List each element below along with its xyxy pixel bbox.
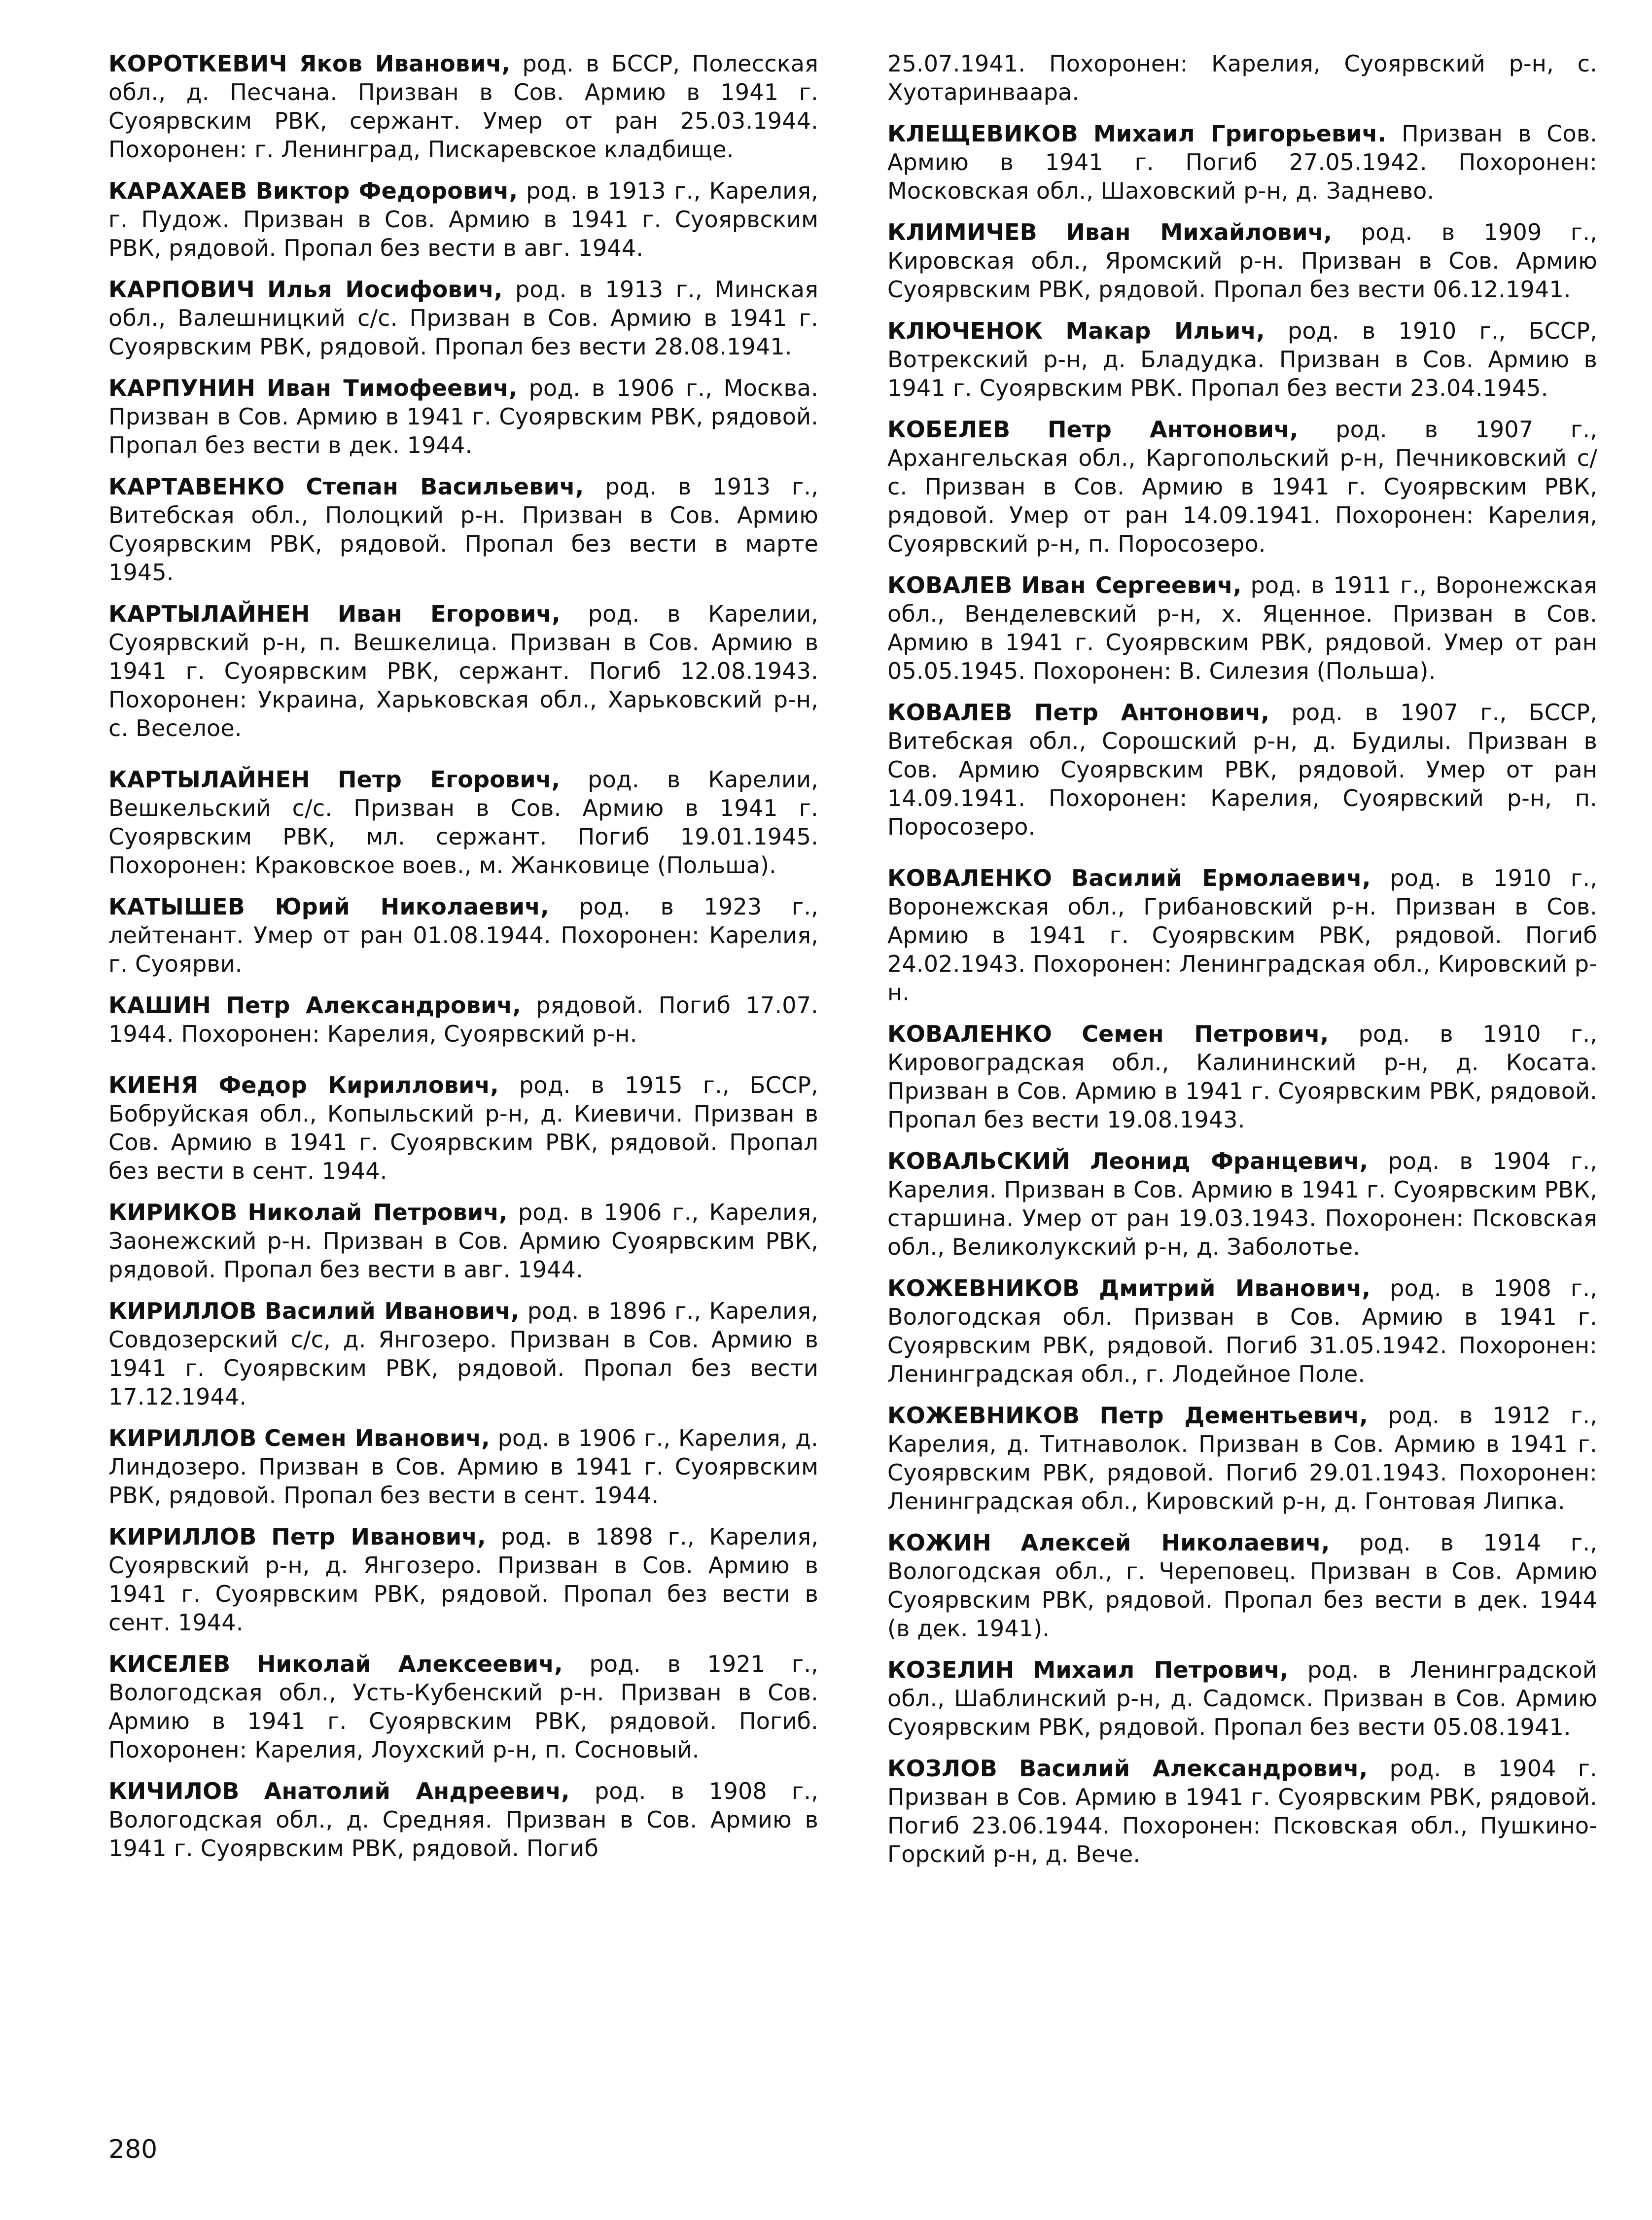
entry-surname: КИСЕЛЕВ [108, 1651, 231, 1677]
entry-text: род. в 1913 г., Карелия, г. Пудож. Призван в Сов. Армию в 1941 г. Суоярвским РВК, рядовой. Пропал без вести в авг. 1944. [108, 177, 818, 261]
entry-given-name: Анатолий Андреевич, [264, 1778, 570, 1804]
memorial-entry [887, 698, 1597, 841]
entry-text: род. в 1896 г., Карелия, Совдозерский с/с, д. Янгозеро. Призван в Сов. Армию в 1941 г. Суоярвским РВК, рядовой. Пропал без вести 17.12.1944. [108, 1298, 818, 1410]
entry-surname: КОВАЛЬСКИЙ [887, 1148, 1070, 1174]
entry-text: род. в 1904 г., Карелия. Призван в Сов. Армию в 1941 г. Суоярвским РВК, старшина. Умер от ран 19.03.1943. Похоронен: Псковская обл., Великолукский р-н, д. Заболотье. [887, 1148, 1597, 1260]
entry-surname: КИЧИЛОВ [108, 1778, 240, 1804]
memorial-entry [887, 218, 1597, 304]
memorial-entry [887, 415, 1597, 558]
entry-text: род. в 1913 г., Минская обл., Валешницкий с/с. Призван в Сов. Армию в 1941 г. Суоярвским РВК, рядовой. Пропал без вести 28.08.1941. [108, 276, 818, 360]
memorial-entry [887, 49, 1597, 106]
memorial-entry [108, 275, 818, 361]
entry-text: род. в 1914 г., Вологодская обл., г. Череповец. Призван в Сов. Армию Суоярвским РВК, рядовой. Пропал без вести в дек. 1944 (в дек. 1941). [887, 1529, 1597, 1642]
entry-given-name: Василий Александрович, [1019, 1755, 1368, 1782]
memorial-entry [887, 119, 1597, 205]
entry-surname: КАШИН [108, 992, 211, 1019]
entry-given-name: Юрий Николаевич, [275, 893, 549, 920]
entry-surname: КОВАЛЕВ [887, 699, 1013, 726]
entry-given-name: Петр Антонович, [1034, 699, 1270, 726]
memorial-entry [108, 765, 818, 880]
entry-given-name: Николай Петрович, [247, 1199, 508, 1226]
entry-surname: КИРИЛЛОВ [108, 1298, 257, 1324]
memorial-entry [887, 864, 1597, 1007]
entry-given-name: Петр Дементьевич, [1099, 1402, 1368, 1429]
entry-text: род. в 1906 г., Карелия, д. Линдозеро. Призван в Сов. Армию в 1941 г. Суоярвским РВК, рядовой. Пропал без вести в сент. 1944. [108, 1425, 818, 1509]
entry-given-name: Иван Егорович, [337, 600, 561, 627]
memorial-entry [108, 599, 818, 742]
entry-given-name: Петр Егорович, [337, 766, 561, 793]
memorial-entry [108, 892, 818, 978]
memorial-entry [108, 1198, 818, 1284]
entry-given-name: Федор Кириллович, [218, 1072, 499, 1098]
memorial-entry [887, 1274, 1597, 1388]
entry-given-name: Семен Иванович, [264, 1425, 490, 1451]
entry-text: 25.07.1941. Похоронен: Карелия, Суоярвский р-н, с. Хуотаринваара. [887, 50, 1597, 106]
entry-surname: КИРИКОВ [108, 1199, 238, 1226]
entry-text: рядовой. Погиб 17.07. 1944. Похоронен: Карелия, Суоярвский р-н. [108, 992, 818, 1047]
entry-given-name: Илья Иосифович, [267, 276, 503, 303]
memorial-entry [108, 49, 818, 164]
entry-given-name: Василий Иванович, [264, 1298, 520, 1324]
entry-text: род. в БССР, Полесская обл., д. Песчана. Призван в Сов. Армию в 1941 г. Суоярвским РВК, сержант. Умер от ран 25.03.1944. Похоронен: г. Ленинград, Пискаревское кладбище. [108, 50, 818, 163]
entry-given-name: Яков Иванович, [299, 50, 511, 77]
entry-surname: КОРОТКЕВИЧ [108, 50, 287, 77]
memorial-entry [887, 1528, 1597, 1643]
entry-surname: КОБЕЛЕВ [887, 416, 1011, 443]
entry-given-name: Михаил Петрович, [1033, 1656, 1289, 1683]
entry-surname: КАТЫШЕВ [108, 893, 245, 920]
entry-given-name: Степан Васильевич, [306, 473, 584, 500]
entry-given-name: Семен Петрович, [1082, 1021, 1329, 1047]
entry-surname: КОВАЛЕНКО [887, 1021, 1052, 1047]
entry-surname: КЛЮЧЕНОК [887, 317, 1043, 344]
entry-text: род. в 1908 г., Вологодская обл. Призван в Сов. Армию в 1941 г. Суоярвским РВК, рядовой. Погиб 31.05.1942. Похоронен: Ленинградская обл., г. Лодейное Поле. [887, 1275, 1597, 1387]
right-column [887, 49, 1597, 1881]
memorial-entry [887, 1656, 1597, 1741]
entry-surname: КИРИЛЛОВ [108, 1425, 257, 1451]
entry-given-name: Алексей Николаевич, [1020, 1529, 1330, 1556]
entry-surname: КОВАЛЕНКО [887, 865, 1052, 891]
entry-surname: КИЕНЯ [108, 1072, 199, 1098]
entry-given-name: Николай Алексеевич, [256, 1651, 563, 1677]
memorial-entry [108, 374, 818, 459]
entry-given-name: Макар Ильич, [1065, 317, 1265, 344]
entry-surname: КЛЕЩЕВИКОВ [887, 120, 1078, 147]
entry-text: род. в 1910 г., Воронежская обл., Грибановский р-н. Призван в Сов. Армию в 1941 г. Суоярвским РВК, рядовой. Погиб 24.02.1943. Похоронен: Ленинградская обл., Кировский р-н. [887, 865, 1597, 1006]
memorial-entry [108, 1522, 818, 1637]
entry-text: род. в 1910 г., БССР, Вотрекский р-н, д. Бладудка. Призван в Сов. Армию в 1941 г. Суоярвским РВК. Пропал без вести 23.04.1945. [887, 317, 1597, 401]
entry-given-name: Виктор Федорович, [255, 177, 518, 204]
entry-surname: КАРПУНИН [108, 375, 255, 401]
entry-given-name: Петр Антонович, [1047, 416, 1299, 443]
entry-surname: КОЗЕЛИН [887, 1656, 1015, 1683]
entry-surname: КИРИЛЛОВ [108, 1523, 257, 1550]
memorial-entry [108, 991, 818, 1048]
memorial-entry [887, 571, 1597, 685]
entry-text: род. в Карелии, Вешкельский с/с. Призван в Сов. Армию в 1941 г. Суоярвским РВК, мл. сержант. Погиб 19.01.1945. Похоронен: Краковское воев., м. Жанковице (Польша). [108, 766, 818, 879]
memorial-entry [887, 1401, 1597, 1515]
entry-given-name: Петр Александрович, [226, 992, 521, 1019]
entry-surname: КАРТЫЛАЙНЕН [108, 766, 310, 793]
entry-given-name: Леонид Францевич, [1090, 1148, 1369, 1174]
left-column [108, 49, 818, 1875]
entry-given-name: Василий Ермолаевич, [1071, 865, 1371, 891]
entry-text: род. в Ленинградской обл., Шаблинский р-н, д. Садомск. Призван в Сов. Армию Суоярвским РВК, рядовой. Пропал без вести 05.08.1941. [887, 1656, 1597, 1740]
entry-given-name: Иван Сергеевич, [1021, 572, 1242, 599]
entry-surname: КАРАХАЕВ [108, 177, 247, 204]
entry-text: род. в 1911 г., Воронежская обл., Венделевский р-н, х. Яценное. Призван в Сов. Армию в 1941 г. Суоярвским РВК, рядовой. Умер от ран 05.05.1945. Похоронен: В. Силезия (Польша). [887, 572, 1598, 684]
entry-text: род. в 1907 г., Архангельская обл., Каргопольский р-н, Печниковский с/с. Призван в Сов. Армию в 1941 г. Суоярвским РВК, рядовой. Умер от ран 14.09.1941. Похоронен: Карелия, Суоярвский р-н, п. Поросозеро. [887, 416, 1597, 557]
entry-given-name: Дмитрий Иванович, [1099, 1275, 1371, 1302]
entry-surname: КОЗЛОВ [887, 1755, 997, 1782]
entry-given-name: Иван Тимофеевич, [266, 375, 518, 401]
memorial-entry [887, 1754, 1597, 1868]
entry-text: род. в 1904 г. Призван в Сов. Армию в 1941 г. Суоярвским РВК, рядовой. Погиб 23.06.1944. Похоронен: Псковская обл., Пушкино-Горский р-н, д. Вече. [887, 1755, 1597, 1868]
entry-text: род. в 1912 г., Карелия, д. Титнаволок. Призван в Сов. Армию в 1941 г. Суоярвским РВК, рядовой. Погиб 29.01.1943. Похоронен: Ленинградская обл., Кировский р-н, д. Гонтовая Липка. [887, 1402, 1597, 1515]
entry-text: род. в 1910 г., Кировоградская обл., Калининский р-н, д. Косата. Призван в Сов. Армию в 1941 г. Суоярвским РВК, рядовой. Пропал без вести 19.08.1943. [887, 1021, 1597, 1133]
memorial-entry [108, 1650, 818, 1764]
entry-text: род. в 1913 г., Витебская обл., Полоцкий р-н. Призван в Сов. Армию Суоярвским РВК, рядовой. Пропал без вести в марте 1945. [108, 473, 819, 586]
entry-text: род. в 1907 г., БССР, Витебская обл., Сорошский р-н, д. Будилы. Призван в Сов. Армию Суоярвским РВК, рядовой. Умер от ран 14.09.1941. Похоронен: Карелия, Суоярвский р-н, п. Поросозеро. [887, 699, 1597, 840]
entry-surname: КЛИМИЧЕВ [887, 219, 1037, 246]
entry-text: род. в 1898 г., Карелия, Суоярвский р-н, д. Янгозеро. Призван в Сов. Армию в 1941 г. Суоярвским РВК, рядовой. Пропал без вести в сент. 1944. [108, 1523, 819, 1636]
entry-text: род. в 1915 г., БССР, Бобруйская обл., Копыльский р-н, д. Киевичи. Призван в Сов. Армию в 1941 г. Суоярвским РВК, рядовой. Пропал без вести в сент. 1944. [108, 1072, 818, 1184]
memorial-entry [887, 1020, 1597, 1134]
entry-surname: КОЖИН [887, 1529, 992, 1556]
entry-text: род. в 1909 г., Кировская обл., Яромский р-н. Призван в Сов. Армию Суоярвским РВК, рядовой. Пропал без вести 06.12.1941. [887, 219, 1597, 303]
entry-text: род. в 1923 г., лейтенант. Умер от ран 01.08.1944. Похоронен: Карелия, г. Суоярви. [108, 893, 818, 977]
entry-surname: КОЖЕВНИКОВ [887, 1275, 1080, 1302]
entry-surname: КОВАЛЕВ [887, 572, 1013, 599]
memorial-entry [108, 1424, 818, 1510]
entry-surname: КАРТЫЛАЙНЕН [108, 600, 310, 627]
entry-given-name: Иван Михайлович, [1066, 219, 1333, 246]
entry-given-name: Петр Иванович, [271, 1523, 486, 1550]
page-number: 280 [108, 2135, 158, 2164]
entry-text: род. в Карелии, Суоярвский р-н, п. Вешкелица. Призван в Сов. Армию в 1941 г. Суоярвским РВК, сержант. Погиб 12.08.1943. Похоронен: Украина, Харьковская обл., Харьковский р-н, с. Веселое. [108, 600, 818, 741]
entry-text: Призван в Сов. Армию в 1941 г. Погиб 27.05.1942. Похоронен: Московская обл., Шаховский р-н, д. Заднево. [887, 120, 1598, 204]
entry-text: род. в 1906 г., Карелия, Заонежский р-н. Призван в Сов. Армию Суоярвским РВК, рядовой. Пропал без вести в авг. 1944. [108, 1199, 819, 1283]
entry-given-name: Михаил Григорьевич. [1093, 120, 1387, 147]
entry-surname: КАРПОВИЧ [108, 276, 255, 303]
memorial-entry [887, 1147, 1597, 1261]
entry-text: род. в 1906 г., Москва. Призван в Сов. Армию в 1941 г. Суоярвским РВК, рядовой. Пропал без вести в дек. 1944. [108, 375, 819, 458]
memorial-entry [108, 1297, 818, 1411]
entry-text: род. в 1921 г., Вологодская обл., Усть-Кубенский р-н. Призван в Сов. Армию в 1941 г. Суоярвским РВК, рядовой. Погиб. Похоронен: Карелия, Лоухский р-н, п. Сосновый. [108, 1651, 818, 1763]
entry-text: род. в 1908 г., Вологодская обл., д. Средняя. Призван в Сов. Армию в 1941 г. Суоярвским РВК, рядовой. Погиб [108, 1778, 818, 1862]
memorial-entry [108, 472, 818, 587]
memorial-entry [887, 317, 1597, 402]
memorial-entry [108, 1777, 818, 1863]
entry-surname: КОЖЕВНИКОВ [887, 1402, 1080, 1429]
entry-surname: КАРТАВЕНКО [108, 473, 285, 500]
memorial-entry [108, 176, 818, 262]
memorial-entry [108, 1071, 818, 1185]
